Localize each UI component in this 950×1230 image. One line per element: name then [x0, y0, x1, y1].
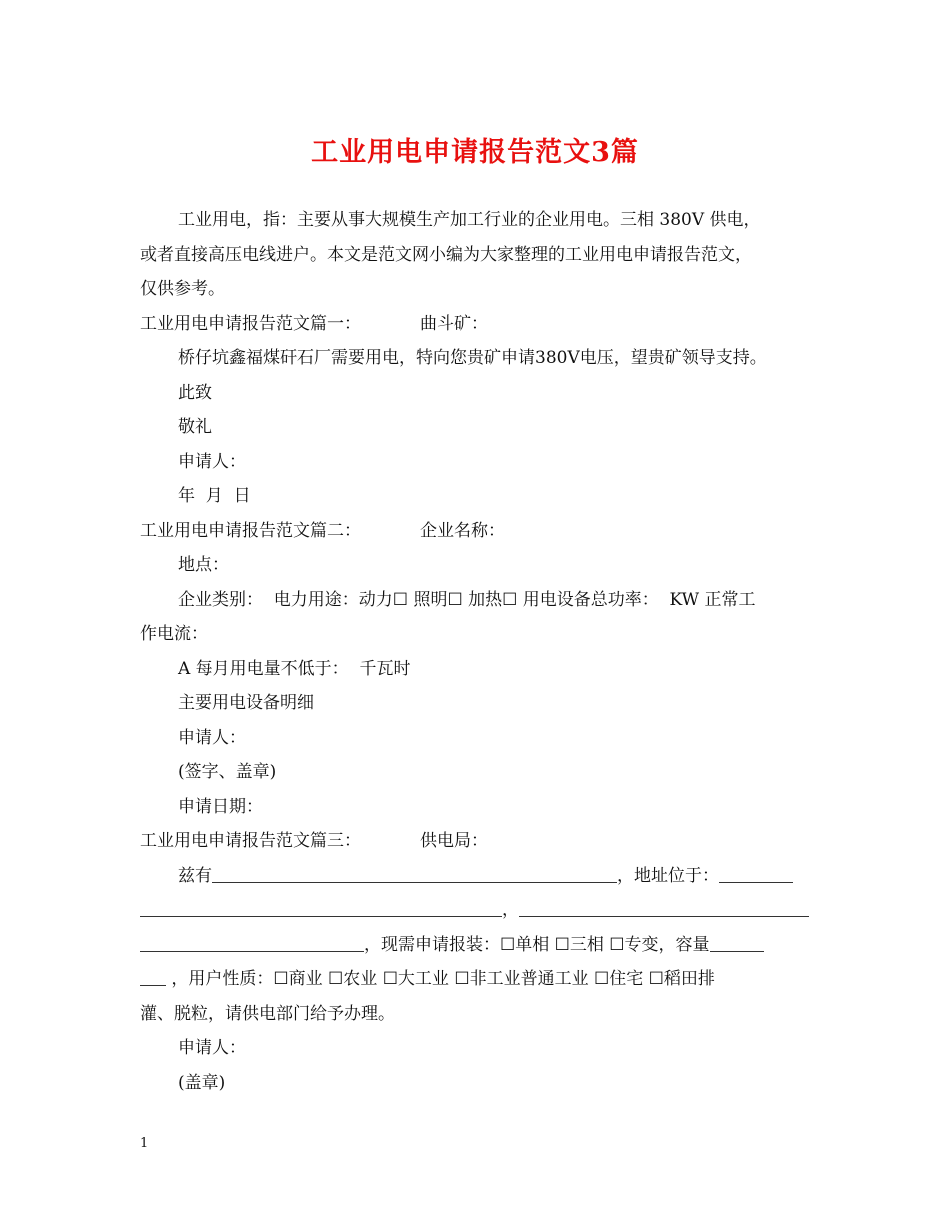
section3-line-1 — [140, 859, 812, 894]
section2-heading: 工业用电申请报告范文篇二： — [140, 520, 361, 541]
section3-seal: (盖章) — [178, 1072, 226, 1093]
document-title: 工业用电申请报告范文3篇 — [311, 137, 639, 168]
intro-line-1: 工业用电，指：主要从事大规模生产加工行业的企业用电。三相 380V 供电， — [178, 210, 761, 230]
section2-company: 企业名称： — [420, 520, 505, 541]
page-number: 1 — [140, 1136, 149, 1151]
section1-heading-line — [140, 307, 812, 342]
company-name-blank — [212, 864, 617, 883]
section1-applicant: 申请人： — [178, 451, 246, 472]
address-blank-1 — [719, 864, 793, 883]
section1-body: 桥仔坑鑫福煤矸石厂需要用电，特向您贵矿申请380V电压，望贵矿领导支持。 — [178, 348, 767, 368]
section3-line4-text: ，用户性质：☐商业 ☐农业 ☐大工业 ☐非工业普通工业 ☐住宅 ☐稻田排 — [166, 969, 715, 989]
section3-line1-address-label: ，地址位于： — [617, 865, 719, 886]
section1-addressee: 曲斗矿： — [420, 313, 488, 334]
section3-line-4 — [140, 962, 812, 997]
address-blank-4 — [140, 933, 364, 952]
section3-heading-line — [140, 824, 812, 859]
section3-heading: 工业用电申请报告范文篇三： — [140, 831, 361, 851]
intro-line-3: 仅供参考。 — [140, 279, 225, 299]
section2-category-line: 企业类别： 电力用途：动力☐ 照明☐ 加热☐ 用电设备总功率： KW 正常工 — [178, 589, 756, 610]
section3-line3-text: ，现需申请报装：☐单相 ☐三相 ☐专变，容量 — [364, 934, 710, 955]
section1-closing-1: 此致 — [178, 382, 212, 403]
section2-date: 申请日期： — [178, 796, 263, 817]
intro-line-2: 或者直接高压电线进户。本文是范文网小编为大家整理的工业用电申请报告范文， — [140, 244, 752, 265]
section1-heading: 工业用电申请报告范文篇一： — [140, 313, 361, 334]
section1-closing-2: 敬礼 — [178, 417, 212, 437]
document-body — [140, 203, 812, 1100]
section2-heading-line — [140, 514, 812, 549]
section2-sign: (签字、盖章) — [178, 762, 277, 782]
section3-applicant: 申请人： — [178, 1038, 246, 1058]
section3-line-5: 灌、脱粒，请供电部门给予办理。 — [140, 1003, 395, 1024]
section1-date: 年 月 日 — [178, 486, 251, 506]
address-blank-2 — [140, 898, 502, 917]
section3-line-3 — [140, 928, 812, 963]
section2-current-line: A 每月用电量不低于： 千瓦时 — [178, 658, 411, 679]
section2-equipment: 主要用电设备明细 — [178, 693, 314, 713]
capacity-blank-1 — [710, 933, 764, 952]
capacity-blank-2 — [140, 967, 166, 986]
section2-location: 地点： — [178, 555, 229, 575]
section3-line-2 — [140, 893, 812, 928]
section3-addressee: 供电局： — [420, 831, 488, 851]
section2-category-cont: 作电流： — [140, 624, 208, 644]
address-blank-3 — [519, 898, 809, 917]
section3-line2-separator: ， — [502, 900, 519, 920]
section2-applicant: 申请人： — [178, 727, 246, 748]
section3-line1-prefix: 兹有 — [178, 865, 212, 886]
